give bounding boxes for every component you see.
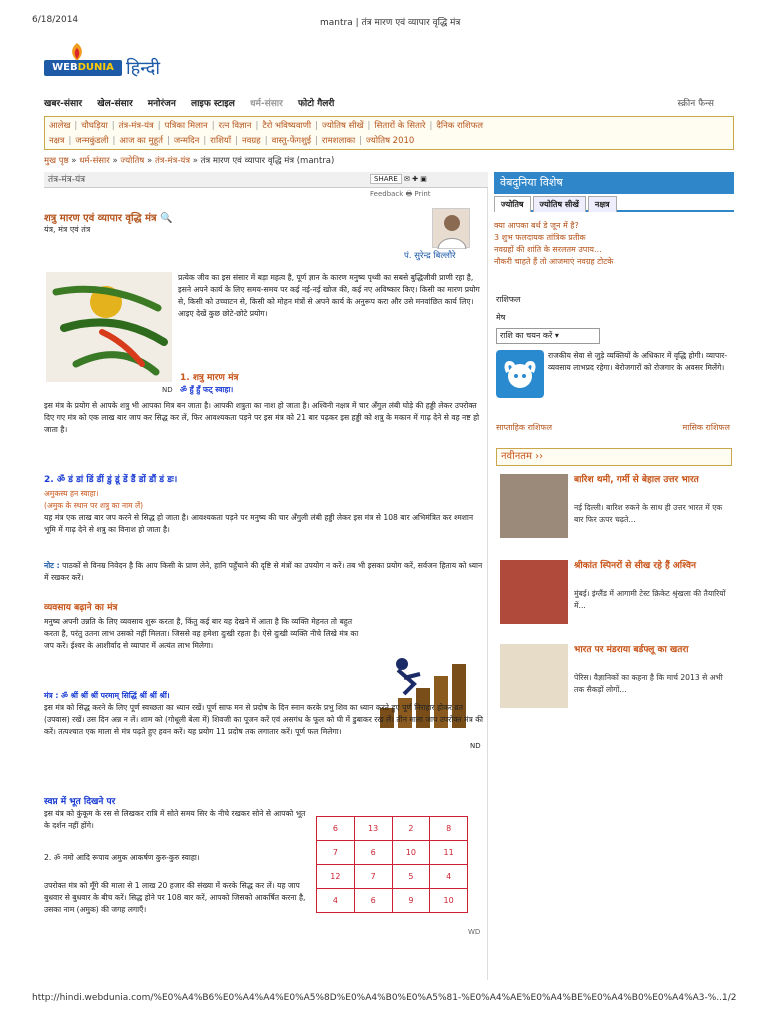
logo-hindi: हिन्दी — [126, 58, 161, 79]
tab-jyotish[interactable]: ज्योतिष — [494, 196, 531, 212]
yantra-cell: 8 — [430, 817, 468, 841]
nav-item[interactable]: लाइफ स्‍टाइल — [190, 99, 235, 109]
double-chevron-icon: ›› — [535, 451, 544, 462]
warning-note: नोट : पाठकों से विनम्र निवेदन है कि आप किसी के प्राण लेने, हानि पहुँचाने की दृष्टि से मंत्रों का उपयोग न करें। तब भी इसका प्रयोग करें, सर्वजन हिताय को ध्यान में रखकर करें। — [44, 561, 483, 582]
yantra-row — [317, 817, 468, 841]
separator: | — [235, 136, 238, 146]
mantra-note: (अमुक के स्थान पर शत्रु का नाम लें) — [44, 501, 144, 510]
section-tab: तंत्र-मंत्र-यंत्र — [44, 172, 488, 188]
category-link[interactable]: नवग्रह — [241, 136, 261, 146]
separator: | — [166, 136, 170, 146]
article-paragraph: इस मंत्र के प्रयोग से आपके शत्रु भी आपका मित्र बन जाता है। आपकी शत्रुता का नाश हो जाता है। अश्विनी नक्षत्र में चार अँगुल लंबी घोड़े की हड्डी लेकर उपरोक्त दिए गए मंत्र को एक लाख बार जाप कर सिद्ध कर लें, फिर आवश्यकता पड़ने पर इस मंत्र को 21 बार पढ़कर इस हड्डी को शत्रु के मकान में गाढ़ देने से वह नष्ट हो जाता है। — [44, 401, 480, 434]
separator: | — [111, 121, 115, 131]
yantra-cell: 9 — [392, 889, 430, 913]
category-link[interactable]: दैनिक राशिफल — [436, 121, 484, 131]
nav-item[interactable]: खेल-संसार — [97, 99, 133, 109]
article-paragraph: मनुष्य अपनी उन्नति के लिए व्यवसाय शुरू करता है, किंतु कई बार यह देखने में आता है कि व्यक्ति मेहनत तो बहुत करता है, परंतु उतना लाभ उसको नहीं मिलता। जिससे वह हमेशा दुःखी रहता है। ऐसे दुःखी व्यक्ति नीचे लिखे मंत्र का जप करें। ईश्वर के आशीर्वाद से व्यापार में अत्यंत लाभ मिलेगा। — [44, 617, 359, 650]
separator: | — [203, 136, 207, 146]
separator: | — [429, 121, 433, 131]
mantra-text: मंत्र : ॐ श्रीं श्रीं श्रीं परमाम् सिद्धिं श्रीं श्रीं श्रीं। — [44, 691, 170, 700]
yantra-cell: 7 — [354, 865, 392, 889]
category-link[interactable]: वास्तु-फेंगशुई — [271, 136, 312, 146]
category-row — [49, 134, 729, 149]
yantra-cell: 12 — [317, 865, 355, 889]
category-box — [44, 116, 734, 150]
category-link[interactable]: सितारों के सितारे — [374, 121, 426, 131]
separator: | — [264, 136, 268, 146]
news-item[interactable] — [500, 560, 732, 640]
nav-item-active[interactable]: धर्म-संसार — [249, 99, 283, 109]
yantra-cell: 6 — [317, 817, 355, 841]
logo-wordmark: WEBDUNIA — [44, 60, 122, 76]
yantra-cell: 6 — [354, 841, 392, 865]
zodiac-select[interactable]: राशि का चयन करें ▾ — [496, 328, 600, 344]
breadcrumb-separator: » — [68, 156, 80, 166]
yantra-cell: 2 — [392, 817, 430, 841]
news-body: नई दिल्ली। बारिश रुकने के साथ ही उत्तर भारत में एक बार फिर ऊपर चढ़ते... — [574, 503, 723, 524]
sidebar-link[interactable]: क्या आपका बर्थ डे जून में है? — [494, 221, 579, 230]
print-icon: 🖶 — [405, 190, 413, 198]
yantra-row — [317, 889, 468, 913]
mantra-text: 2. ॐ नमो आदि रूपाय अमुक आकर्षण कुरु-कुरु स्वाहा। — [44, 853, 200, 862]
yantra-cell: 10 — [430, 889, 468, 913]
breadcrumb — [44, 155, 734, 166]
separator: | — [315, 136, 318, 146]
yantra-cell: 5 — [392, 865, 430, 889]
nav-item[interactable]: मनोरंजन — [147, 99, 176, 109]
section-heading: 2. ॐ डं डां डिं डीं डुं डूं डें डैं डों डौं डं डः। — [44, 475, 178, 485]
category-link[interactable]: ज्योतिष 2010 — [366, 136, 415, 146]
yantra-cell: 13 — [354, 817, 392, 841]
horoscope-text: राजकीय सेवा से जुड़े व्यक्तियों के अधिकार में वृद्धि होगी। व्यापार-व्यवसाय लाभप्रद रहेगा। बेरोजगारों को रोजगार के अवसर मिलेंगे। — [548, 351, 728, 372]
article-subtitle: यंत्र, मंत्र एवं तंत्र — [44, 225, 91, 234]
chevron-down-icon: ▾ — [554, 331, 559, 340]
section-heading: स्वप्न में भूत दिखने पर — [44, 797, 116, 807]
nd-credit: ND — [470, 742, 481, 750]
feedback-print — [370, 190, 431, 201]
logo-flame-icon — [66, 42, 88, 62]
mantra-text: ॐ हुँ हुँ फट् स्वाहा। — [180, 385, 234, 394]
news-title[interactable]: भारत पर मंडराया बर्डफ्लू का खतरा — [574, 645, 689, 655]
breadcrumb-separator: » — [109, 156, 121, 166]
category-link[interactable]: पत्रिका मिलान — [164, 121, 208, 131]
news-item[interactable] — [500, 474, 732, 554]
article-paragraph: इस यंत्र को कुंकूम के रस से लिखकर रात्रि में सोते समय सिर के नीचे रखकर सोने से आपको भूत के दर्शन नहीं होंगे। — [44, 809, 306, 830]
article-paragraph: उपरोक्त मंत्र को मूँगे की माला से 1 लाख 20 हजार की संख्या में करके सिद्ध कर लें। यह जाप बुधवार से बुधवार के बीच करें। सिद्ध होने पर 108 बार करें, आपको जिसको आकर्षित करना है, उसका नाम (अमुक) की जगह लगाएँ। — [44, 881, 306, 914]
separator: | — [68, 136, 72, 146]
article-paragraph: इस मंत्र को सिद्ध करने के लिए पूर्ण स्वच्छता का ध्यान रखें। पूर्ण साफ मन से प्रदोष के दिन स्नान करके प्रभु शिव का ध्यान करते हुए पूर्ण निराहार होकर व्रत (उपवास) रखें। उस दिन अन्न न लें। शाम को (गोधूली बेला में) शिवजी का पूजन करें एवं असगंध के फूल को घी में डुबाकर रख लें। तीन माला जाप उपरोक्त मंत्र की करें। तत्पश्चात एक माला से मंत्र पढ़ते हुए हवन करें। यह प्रयोग 11 प्रदोष तक लगातार करें। पूर्ण फल मिलेगा। — [44, 703, 483, 736]
news-body: पेरिस। वैज्ञानिकों का कहना है कि मार्च 2013 से अभी तक सैकड़ों लोगों... — [574, 673, 723, 694]
section-heading: व्यवसाय बढ़ाने का मंत्र — [44, 603, 118, 613]
category-row — [49, 119, 729, 134]
aries-icon — [496, 350, 544, 398]
breadcrumb-separator: » — [190, 156, 201, 166]
sidebar-links — [494, 220, 613, 268]
wd-credit: WD — [468, 928, 481, 936]
sidebar-heading: वेबदुनिया विशेष — [494, 172, 734, 194]
top-nav — [44, 96, 734, 110]
section-heading: 1. शत्रु मारण मंत्र — [180, 373, 239, 383]
article-title: शत्रु मारण एवं व्यापार वृद्धि मंत्र 🔍 — [44, 213, 173, 224]
news-title[interactable]: श्रीकांत स्पिनरों से सीख रहे हैं अश्विन — [574, 561, 696, 571]
separator: | — [367, 121, 371, 131]
share-button[interactable]: SHARE — [370, 174, 402, 184]
zodiac-name: मेष — [496, 313, 506, 322]
print-link[interactable]: Print — [414, 190, 431, 198]
category-link[interactable]: टैरो भविष्यवाणी — [262, 121, 312, 131]
yantra-cell: 7 — [317, 841, 355, 865]
yantra-cell: 10 — [392, 841, 430, 865]
news-body: मुंबई। इंग्लैंड में आगामी टेस्ट क्रिकेट श्रृंखला की तैयारियों में... — [574, 589, 726, 610]
separator: | — [315, 121, 318, 131]
article-column — [44, 172, 488, 980]
weekly-rashifal-link[interactable]: साप्ताहिक राशिफल — [496, 423, 553, 432]
breadcrumb-item[interactable]: धर्म-संसार — [79, 156, 110, 166]
tab-nakshatra[interactable]: नक्षत्र — [588, 196, 617, 212]
sidebar — [494, 172, 734, 980]
category-link[interactable]: राशियाँ — [210, 136, 232, 146]
breadcrumb-item[interactable]: ज्योतिष — [120, 156, 145, 166]
feedback-link[interactable]: Feedback — [370, 190, 404, 198]
nav-item[interactable]: खबर-संसार — [44, 99, 83, 109]
breadcrumb-item[interactable]: मुख पृष्ठ — [44, 156, 69, 166]
separator: | — [255, 121, 259, 131]
nav-item[interactable]: फोटो गैलरी — [297, 99, 335, 109]
article-intro: प्रत्येक जीव का इस संसार में बड़ा महत्व है, पूर्ण ज्ञान के कारण मनुष्य पृथ्वी का सबसे बुद्धिजीवी प्राणी रहा है, इसने अपने कार्य के लिए समय-समय पर कई नई-नई खोज की, कई नए अविष्कार किए। किसी का मारण प्रयोग से, किसी को उच्चाटन से, किसी को मोहन मंत्रों से अपने कार्य के अनुरूप करा और उसे मनवांछित कार्य लिए। आइए देखें कुछ छोटे-छोटे प्रयोग। — [178, 273, 480, 318]
separator: | — [112, 136, 116, 146]
news-title[interactable]: बारिश थमी, गर्मी से बेहाल उत्तर भारत — [574, 475, 699, 485]
yantra-cell: 6 — [354, 889, 392, 913]
author-photo — [432, 208, 470, 248]
breadcrumb-separator: » — [144, 156, 155, 166]
article-author: पं. सुरेन्द्र बिल्लौरे — [404, 251, 456, 261]
rashifal-links — [496, 422, 732, 433]
news-image — [500, 474, 568, 538]
yantra-row — [317, 841, 468, 865]
social-icons[interactable]: ✉ ✚ ▣ — [404, 175, 427, 183]
monthly-rashifal-link[interactable]: मासिक राशिफल — [682, 423, 730, 432]
news-image — [500, 644, 568, 708]
category-link[interactable]: आज का मुहूर्त — [119, 136, 163, 146]
category-link[interactable]: नक्षत्र — [49, 136, 65, 146]
skins-link[interactable]: स्‍क्रीन फैन्‍स — [677, 99, 714, 109]
yantra-grid — [316, 816, 468, 913]
sidebar-tabs — [494, 196, 734, 212]
category-link[interactable]: जन्मकुंडली — [75, 136, 109, 146]
print-url: http://hindi.webdunia.com/%E0%A4%B6%E0%A4%A4%E0%A5%8D%E0%A4%B0%E0%A5%81-%E0%A4%AE%E0%A4%BE%E0%A4%B0%E0%A4%A3-%... — [32, 993, 725, 1003]
breadcrumb-item[interactable]: तंत्र-मंत्र-यंत्र — [154, 156, 191, 166]
separator: | — [211, 121, 215, 131]
yantra-cell: 11 — [430, 841, 468, 865]
sidebar-link[interactable]: नौकरी चाहते हैं तो आजमाएं नवग्रह टोटके — [494, 257, 614, 266]
separator: | — [157, 121, 161, 131]
separator: | — [359, 136, 363, 146]
rashifal-label: राशिफल — [496, 295, 521, 304]
category-link[interactable]: आलेख — [49, 121, 71, 131]
nd-credit: ND — [162, 386, 173, 394]
category-link[interactable]: तंत्र-मंत्र-यंत्र — [118, 121, 154, 131]
print-header — [0, 15, 768, 29]
latest-heading: नवीनतम ›› — [496, 448, 732, 466]
breadcrumb-item: तंत्र मारण एवं व्यापार वृद्धि मंत्र (mantra) — [200, 156, 335, 166]
category-link[interactable]: ज्योतिष सीखें — [321, 121, 364, 131]
category-link[interactable]: जन्मदिन — [173, 136, 200, 146]
yantra-row — [317, 865, 468, 889]
category-link[interactable]: रत्न विज्ञान — [218, 121, 252, 131]
sidebar-link[interactable]: 3 शुभ फलदायक तांत्रिक प्रतीक — [494, 233, 586, 242]
yantra-cell: 4 — [317, 889, 355, 913]
yantra-cell: 4 — [430, 865, 468, 889]
news-image — [500, 560, 568, 624]
category-link[interactable]: चौघड़िया — [81, 121, 108, 131]
article-paragraph: यह मंत्र एक लाख बार जप करने से सिद्ध हो जाता है। आवश्यकता पड़ने पर मनुष्य की चार अँगुली लंबी हड्डी लेकर इस मंत्र से 108 बार अभिमंत्रित कर श्मशान भूमि में गाढ़ देने से शत्रु का विनाश हो जाता है। — [44, 513, 474, 534]
mantra-text: अमुकस्य हन स्वाहा। — [44, 489, 99, 498]
tab-learn-jyotish[interactable]: ज्योतिष सीखें — [533, 196, 586, 212]
print-title: mantra | तंत्र मारण एवं व्यापार वृद्धि मंत्र — [320, 18, 461, 28]
news-item[interactable] — [500, 644, 732, 724]
print-page: 1/2 — [722, 993, 737, 1003]
search-icon[interactable]: 🔍 — [160, 213, 173, 224]
category-link[interactable]: रामशलाका — [321, 136, 356, 146]
sidebar-link[interactable]: नवग्रहों की शांति के सरलतम उपाय... — [494, 245, 602, 254]
chilli-lemon-image — [46, 272, 172, 382]
separator: | — [74, 121, 78, 131]
print-date: 6/18/2014 — [32, 15, 79, 25]
share-bar — [370, 174, 486, 186]
webdunia-logo[interactable] — [44, 42, 204, 82]
